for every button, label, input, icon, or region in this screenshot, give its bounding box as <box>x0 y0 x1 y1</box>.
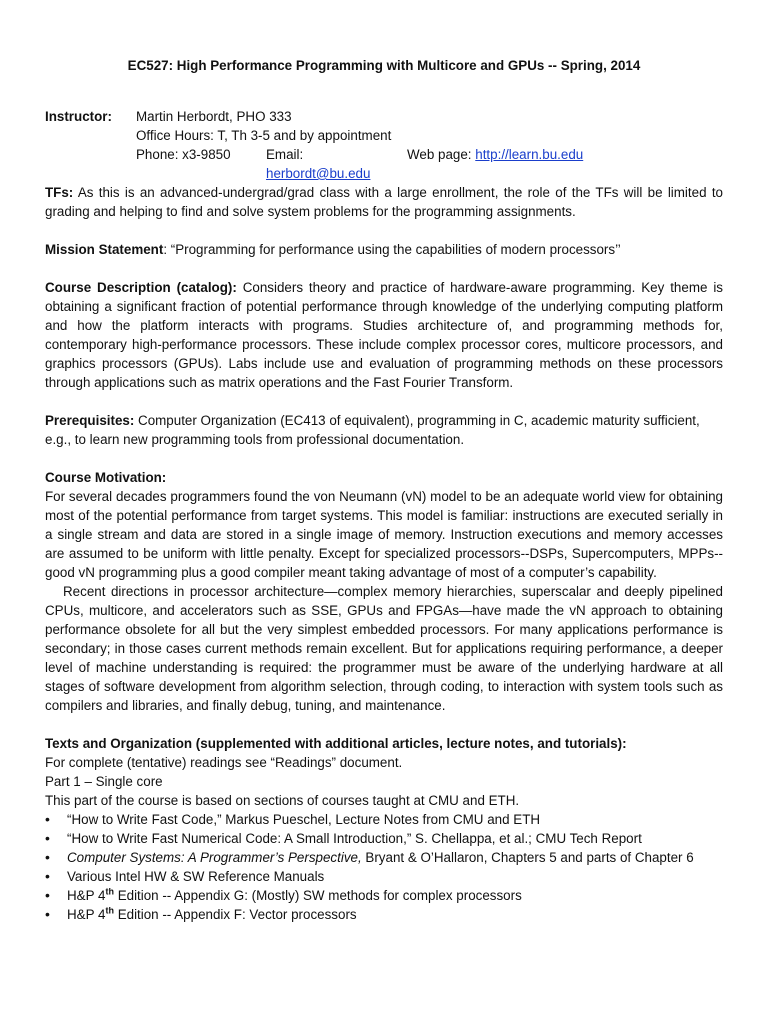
prerequisites-label: Prerequisites: <box>45 413 135 428</box>
instructor-block <box>45 107 723 183</box>
motivation-para-1: For several decades programmers found the von Neumann (vN) model to be an adequate world view for obtaining most of the potential performance from target systems. This model is familiar: instructions are executed serially in a single stream and data are stored in a single image of memory. Instruction executions and memory accesses are assumed to be uniform with little penalty. Except for specialized processors--DSPs, Supercomputers, MPPs--good vN programming plus a good compiler meant taking advantage of most of a computer’s capability. <box>45 489 723 580</box>
reading-list <box>45 810 723 924</box>
book-title: Computer Systems: A Programmer’s Perspective, <box>67 850 362 865</box>
mission-text: : “Programming for performance using the capabilities of modern processors’’ <box>163 242 621 257</box>
email-link[interactable]: herbordt@bu.edu <box>266 166 371 181</box>
tfs-text: As this is an advanced-undergrad/grad class with a large enrollment, the role of the TFs will be limited to grading and helping to find and solve system problems for the programming assignments. <box>45 185 723 219</box>
instructor-label: Instructor: <box>45 109 112 124</box>
motivation-heading: Course Motivation: <box>45 470 167 485</box>
web-link[interactable]: http://learn.bu.edu <box>475 147 584 162</box>
web-label: Web page: <box>407 147 472 162</box>
list-item: • H&P 4th Edition -- Appendix G: (Mostly) SW methods for complex processors <box>67 886 723 905</box>
texts-part-line: Part 1 – Single core <box>45 774 163 789</box>
tfs-paragraph <box>45 183 723 221</box>
texts-readings-line: For complete (tentative) readings see “Readings” document. <box>45 755 403 770</box>
motivation-para-2: Recent directions in processor architecture—complex memory hierarchies, superscalar and deeply pipelined CPUs, multicore, and accelerators such as SSE, GPUs and FPGAs—have made the vN approach to obtaining performance obsolete for all but the very simplest embedded processors. For many applications performance is secondary; in those cases current methods remain excellent. But for applications requiring performance, a deeper level of machine understanding is required: the programmer must be aware of the underlying hardware at all stages of software development from algorithm selection, through coding, to interaction with system tools such as compilers and libraries, and finally debug, tuning, and maintenance. <box>45 584 723 713</box>
list-item: • H&P 4th Edition -- Appendix F: Vector processors <box>67 905 723 924</box>
list-item: • Various Intel HW & SW Reference Manuals <box>67 867 723 886</box>
description-paragraph <box>45 278 723 392</box>
description-label: Course Description (catalog): <box>45 280 237 295</box>
mission-label: Mission Statement <box>45 242 164 257</box>
tfs-label: TFs: <box>45 185 74 200</box>
phone: Phone: x3-9850 <box>136 147 231 162</box>
email-label: Email: <box>266 147 304 162</box>
prerequisites-text: Computer Organization (EC413 of equivalent), programming in C, academic maturity sufficient, e.g., to learn new programming tools from professional documentation. <box>45 413 700 447</box>
instructor-name: Martin Herbordt, PHO 333 <box>136 109 292 124</box>
list-item: • “How to Write Fast Code,” Markus Pueschel, Lecture Notes from CMU and ETH <box>67 810 723 829</box>
list-item: • “How to Write Fast Numerical Code: A Small Introduction,” S. Chellappa, et al.; CMU Tech Report <box>67 829 723 848</box>
description-text: Considers theory and practice of hardware-aware programming. Key theme is obtaining a significant fraction of potential performance through knowledge of the underlying computing platform and how the platform interacts with programs. Studies architecture of, and programming methods for, contemporary high-performance processors. These include complex processor cores, multicore processors, and graphics processors (GPUs). Labs include use and evaluation of programming methods on these processors through applications such as matrix operations and the Fast Fourier Transform. <box>45 280 723 390</box>
texts-heading: Texts and Organization (supplemented with additional articles, lecture notes, and tutorials): <box>45 736 627 751</box>
prerequisites-paragraph <box>45 411 723 449</box>
office-hours: Office Hours: T, Th 3-5 and by appointment <box>136 128 392 143</box>
mission-paragraph <box>45 240 723 259</box>
list-item: • Computer Systems: A Programmer’s Perspective, Bryant & O’Hallaron, Chapters 5 and parts of Chapter 6 <box>67 848 723 867</box>
texts-basis-line: This part of the course is based on sections of courses taught at CMU and ETH. <box>45 793 520 808</box>
page-title: EC527: High Performance Programming with Multicore and GPUs -- Spring, 2014 <box>127 58 641 73</box>
